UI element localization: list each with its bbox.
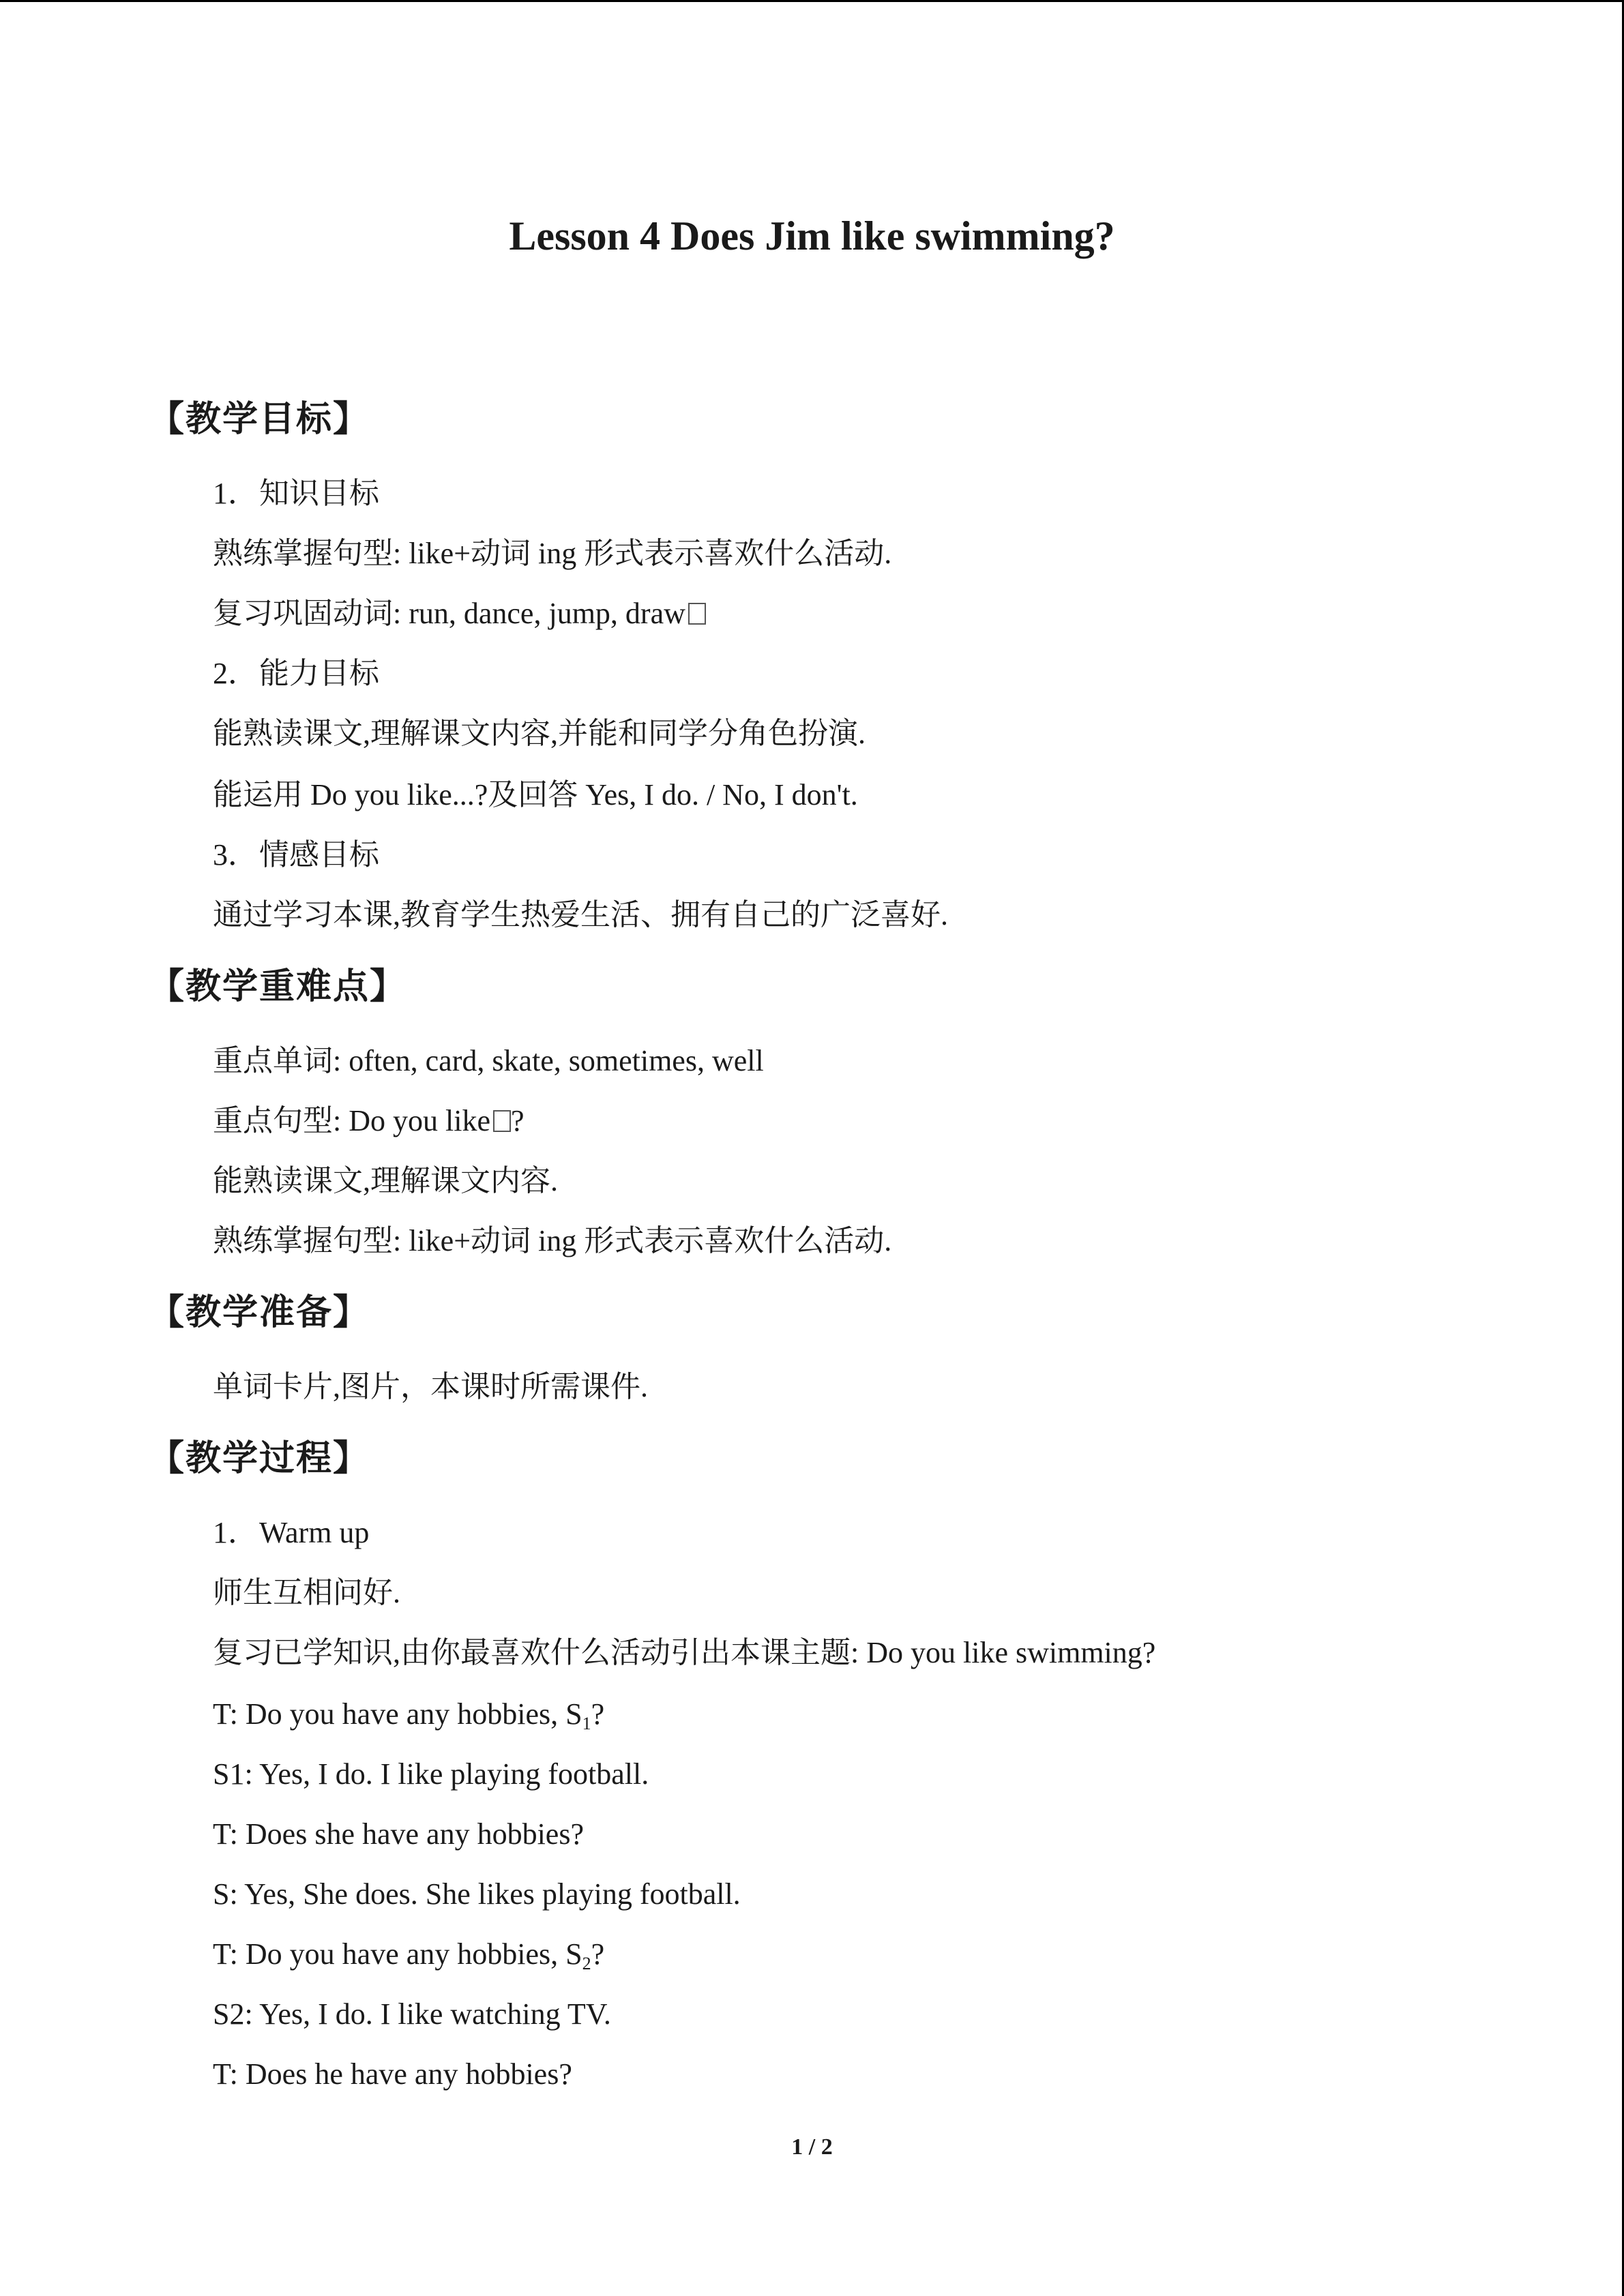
document-title: Lesson 4 Does Jim like swimming? xyxy=(509,213,1115,258)
dialogue-line xyxy=(213,1937,604,1973)
body-line-suffix: ? xyxy=(510,1104,525,1137)
dialogue-line: S2: Yes, I do. I like watching TV. xyxy=(213,1997,611,2031)
dialogue-text: T: Do you have any hobbies, S xyxy=(213,1937,582,1971)
missing-glyph-box xyxy=(493,1110,511,1132)
page-indicator: 1 / 2 xyxy=(791,2134,833,2160)
procedure-item-1 xyxy=(213,1515,369,1551)
item-number: 2． xyxy=(213,657,258,690)
objective-item-3 xyxy=(213,837,379,874)
item-number: 1． xyxy=(213,1516,258,1549)
section-heading-procedure: 【教学过程】 xyxy=(149,1438,370,1479)
body-line: 熟练掌握句型: like+动词 ing 形式表示喜欢什么活动. xyxy=(213,1224,892,1257)
dialogue-text: T: Do you have any hobbies, S xyxy=(213,1697,582,1731)
dialogue-line: T: Does she have any hobbies? xyxy=(213,1817,584,1851)
subscript: 1 xyxy=(582,1714,591,1733)
body-line-text: 复习巩固动词: run, dance, jump, draw xyxy=(213,597,685,630)
body-line-text: 重点句型: Do you like xyxy=(213,1104,490,1137)
item-text: 知识目标 xyxy=(259,477,379,510)
objective-item-2 xyxy=(213,656,379,692)
objective-item-1 xyxy=(213,476,379,512)
section-heading-objectives: 【教学目标】 xyxy=(149,399,370,440)
dialogue-suffix: ? xyxy=(591,1937,605,1971)
subscript: 2 xyxy=(582,1954,591,1973)
dialogue-line: T: Does he have any hobbies? xyxy=(213,2057,572,2091)
body-line xyxy=(213,1103,525,1139)
body-line: 能熟读课文,理解课文内容. xyxy=(213,1164,558,1197)
body-line: 单词卡片,图片，本课时所需课件. xyxy=(213,1370,648,1403)
item-number: 3． xyxy=(213,838,258,871)
section-heading-key-points: 【教学重难点】 xyxy=(149,966,407,1007)
body-line: 师生互相问好. xyxy=(213,1576,400,1609)
item-text: 能力目标 xyxy=(259,657,379,690)
body-line: 复习已学知识,由你最喜欢什么活动引出本课主题: Do you like swimming? xyxy=(213,1636,1156,1669)
dialogue-line: S1: Yes, I do. I like playing football. xyxy=(213,1757,649,1791)
item-text: Warm up xyxy=(259,1516,370,1549)
dialogue-line xyxy=(213,1697,604,1733)
section-heading-preparation: 【教学准备】 xyxy=(149,1292,370,1333)
item-text: 情感目标 xyxy=(259,838,379,871)
body-line: 能运用 Do you like...?及回答 Yes, I do. / No, I don't. xyxy=(213,778,858,811)
body-line: 能熟读课文,理解课文内容,并能和同学分角色扮演. xyxy=(213,717,866,750)
item-number: 1． xyxy=(213,477,258,510)
body-line xyxy=(213,596,706,632)
dialogue-line: S: Yes, She does. She likes playing football. xyxy=(213,1877,741,1911)
dialogue-suffix: ? xyxy=(591,1697,605,1731)
body-line: 重点单词: often, card, skate, sometimes, well xyxy=(213,1044,764,1077)
body-line: 熟练掌握句型: like+动词 ing 形式表示喜欢什么活动. xyxy=(213,537,892,570)
missing-glyph-box xyxy=(688,603,706,625)
body-line: 通过学习本课,教育学生热爱生活、拥有自己的广泛喜好. xyxy=(213,898,948,931)
